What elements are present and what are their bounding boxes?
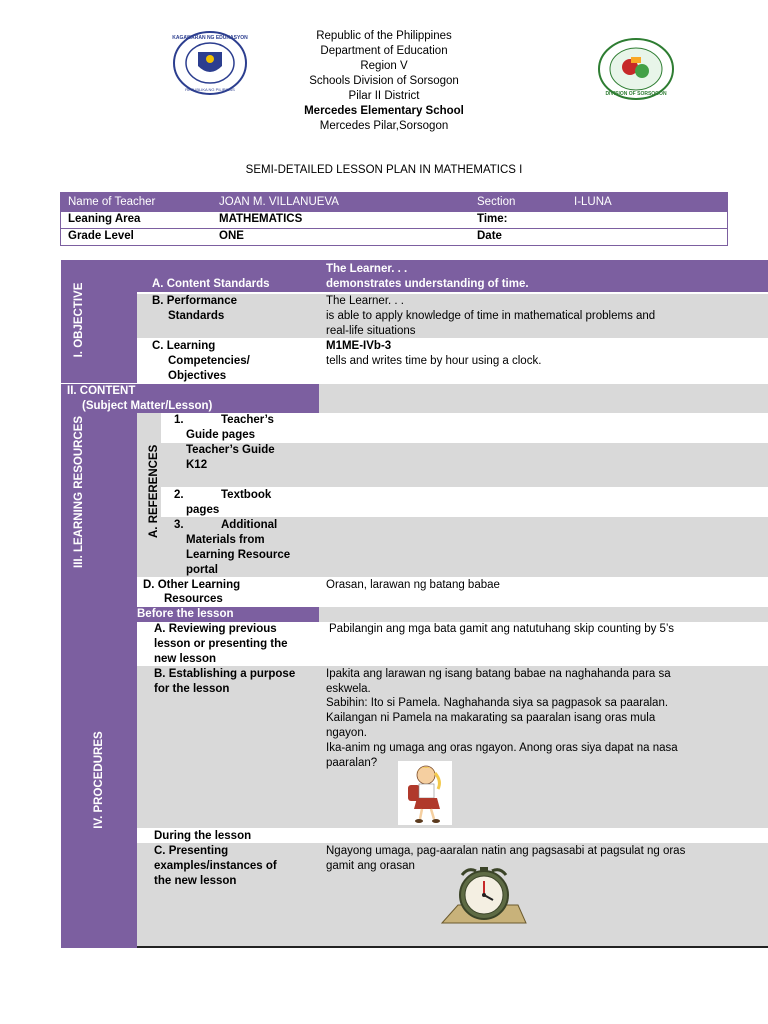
letterhead-district: Pilar II District xyxy=(348,90,420,102)
deped-seal-label: KAGAWARAN NG EDUKASYON xyxy=(172,35,248,41)
division-seal-icon xyxy=(597,37,675,101)
competencies-label-1: C. Learning xyxy=(152,340,216,352)
ref1-line-2: Guide pages xyxy=(186,429,256,441)
content-value-cell xyxy=(319,384,768,413)
procedures-section-label: IV. PROCEDURES xyxy=(93,731,105,829)
info-row-grade xyxy=(61,229,727,245)
ref2-line-1: Textbook xyxy=(221,489,272,501)
proc-b-value-5: ngayon. xyxy=(326,727,367,739)
competency-code: M1ME-IVb-3 xyxy=(326,340,392,352)
competency-value: tells and writes time by hour using a clock. xyxy=(326,355,542,367)
proc-a-label-2: lesson or presenting the xyxy=(154,638,288,650)
proc-c-label-1: C. Presenting xyxy=(154,845,229,857)
ref3-line-2: Materials from xyxy=(186,534,265,546)
proc-b-value-6: Ika-anim ng umaga ang oras ngayon. Anong oras siya dapat na nasa xyxy=(326,742,678,754)
grade-label: Grade Level xyxy=(68,230,134,242)
deped-seal-bottom-label: REPUBLIKA NG PILIPINAS xyxy=(185,87,235,92)
performance-standard-label-1: B. Performance xyxy=(152,295,238,307)
proc-c-value-2: gamit ang orasan xyxy=(326,860,415,872)
other-resources-value: Orasan, larawan ng batang babae xyxy=(326,579,500,591)
letterhead-department: Department of Education xyxy=(320,45,448,57)
content-standard-label: A. Content Standards xyxy=(152,278,270,290)
teacher-value: JOAN M. VILLANUEVA xyxy=(219,196,339,208)
content-standard-value-1: The Learner. . . xyxy=(326,263,408,275)
ref3-line-4: portal xyxy=(186,564,218,576)
letterhead-address: Mercedes Pilar,Sorsogon xyxy=(319,120,449,132)
proc-b-value-4: Kailangan ni Pamela na makarating sa paaralan isang oras mula xyxy=(326,712,656,724)
objective-section-label: I. OBJECTIVE xyxy=(73,282,85,358)
proc-b-value-2: eskwela. xyxy=(326,683,371,695)
letterhead-division: Schools Division of Sorsogon xyxy=(309,75,459,87)
performance-standard-label-2: Standards xyxy=(168,310,225,322)
ref2-number: 2. xyxy=(174,489,184,501)
section-label: Section xyxy=(477,196,516,208)
competencies-label-2: Competencies/ xyxy=(168,355,250,367)
table-bottom-border xyxy=(137,946,768,948)
ref3-line-1: Additional xyxy=(221,519,278,531)
time-label: Time: xyxy=(477,213,508,225)
resources-section-label: III. LEARNING RESOURCES xyxy=(73,415,85,568)
ref1-line-4: K12 xyxy=(186,459,208,471)
teacher-label: Name of Teacher xyxy=(68,196,156,208)
before-lesson-value-cell xyxy=(319,607,768,622)
teacher-info-table xyxy=(60,192,728,246)
during-lesson-label: During the lesson xyxy=(154,830,252,842)
division-seal-label: DIVISION OF SORSOGON xyxy=(605,91,667,97)
content-standard-value-2: demonstrates understanding of time. xyxy=(326,278,529,290)
performance-standard-value-2: is able to apply knowledge of time in mathematical problems and xyxy=(326,310,656,322)
proc-b-label-1: B. Establishing a purpose xyxy=(154,668,296,680)
proc-c-value-1: Ngayong umaga, pag-aaralan natin ang pagsasabi at pagsulat ng oras xyxy=(326,845,686,857)
date-label: Date xyxy=(477,230,502,242)
proc-b-label-2: for the lesson xyxy=(154,683,230,695)
proc-a-label-1: A. Reviewing previous xyxy=(154,623,277,635)
alarm-clock-icon xyxy=(438,865,530,929)
section-value: I-LUNA xyxy=(574,196,612,208)
letterhead-school: Mercedes Elementary School xyxy=(304,105,464,117)
proc-b-value-7: paaralan? xyxy=(326,757,378,769)
area-label: Leaning Area xyxy=(68,213,141,225)
other-resources-label-1: D. Other Learning xyxy=(143,579,241,591)
ref3-number: 3. xyxy=(174,519,184,531)
before-lesson-label: Before the lesson xyxy=(137,608,234,620)
ref1-line-3: Teacher’s Guide xyxy=(186,444,275,456)
competencies-label-3: Objectives xyxy=(168,370,227,382)
info-row-area xyxy=(61,212,727,229)
proc-c-label-2: examples/instances of xyxy=(154,860,277,872)
other-resources-label-2: Resources xyxy=(164,593,223,605)
proc-b-value-1: Ipakita ang larawan ng isang batang babae na naghahanda para sa xyxy=(326,668,671,680)
performance-standard-value-1: The Learner. . . xyxy=(326,295,404,307)
grade-value: ONE xyxy=(219,230,244,242)
proc-b-value-3: Sabihin: Ito si Pamela. Naghahanda siya sa pagpasok sa paaralan. xyxy=(326,697,669,709)
proc-c-label-3: the new lesson xyxy=(154,875,237,887)
references-label: A. REFERENCES xyxy=(148,444,160,538)
letterhead-republic: Republic of the Philippines xyxy=(316,30,452,42)
ref3-line-3: Learning Resource xyxy=(186,549,291,561)
content-section-sublabel: (Subject Matter/Lesson) xyxy=(82,400,213,412)
letterhead xyxy=(230,29,538,134)
letterhead-region: Region V xyxy=(360,60,408,72)
ref1-line-1: Teacher’s xyxy=(221,414,274,426)
proc-a-label-3: new lesson xyxy=(154,653,216,665)
info-row-teacher xyxy=(61,193,727,212)
ref1-number: 1. xyxy=(174,414,184,426)
schoolgirl-icon xyxy=(398,761,452,825)
performance-standard-value-3: real-life situations xyxy=(326,325,416,337)
page-title: SEMI-DETAILED LESSON PLAN IN MATHEMATICS I xyxy=(245,164,523,176)
proc-a-value: Pabilangin ang mga bata gamit ang natutuhang skip counting by 5’s xyxy=(329,623,675,635)
ref2-line-2: pages xyxy=(186,504,220,516)
content-section-label: II. CONTENT xyxy=(67,385,136,397)
area-value: MATHEMATICS xyxy=(219,213,303,225)
